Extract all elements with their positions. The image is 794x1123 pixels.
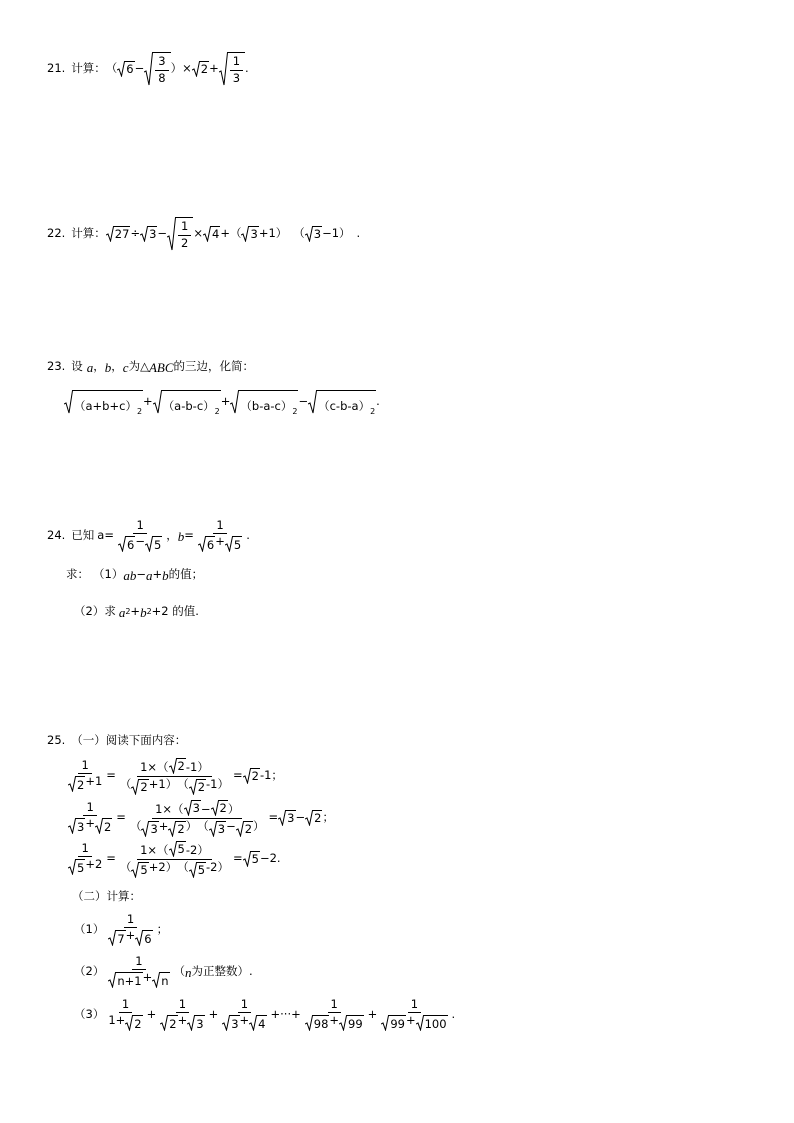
sqrt: 2	[305, 810, 322, 826]
sqrt: 98	[305, 1015, 330, 1031]
fraction: 1 2 + 3	[157, 999, 207, 1032]
sqrt: 5	[131, 862, 148, 878]
sqrt: 6	[198, 536, 215, 552]
question-number: 22.	[47, 226, 66, 241]
fraction: 1 5 +2	[65, 843, 105, 876]
q25-example-2: 1 3 + 2 = 1×（ 3 − 2 ） （ 3 + 2 ） （ 3 − 2 ） = 3 − 2 ；	[64, 800, 334, 836]
sqrt: 6	[117, 61, 134, 77]
sqrt: 2	[243, 768, 260, 784]
sqrt: 7	[108, 930, 125, 946]
sqrt: （c-b-a） 2	[308, 390, 376, 414]
sqrt: （a-b-c） 2	[153, 390, 221, 414]
sqrt: 2	[68, 776, 85, 792]
sqrt: 4	[203, 226, 220, 242]
q25-part2-heading: （二）计算：	[72, 889, 141, 904]
sqrt: 5	[169, 841, 186, 857]
q24-part2: （2）求 a 2 + b 2 +2 的值.	[74, 604, 199, 620]
q23-expression: （a+b+c） 2 + （a-b-c） 2 + （b-a-c） 2 − （c-b-a） 2 .	[64, 389, 380, 415]
fraction: 1 1 + 2	[108, 996, 142, 1031]
sqrt	[144, 52, 170, 86]
sqrt: 2	[168, 821, 185, 837]
q24-part1: 求： （1） ab − a + b 的值；	[66, 567, 204, 583]
question-number: 25.	[47, 733, 66, 748]
question-22: 22. 计算： 27 ÷ 3 − $\frac{1}{2}$ × 4 + （ 3 +1） （ 3 −1） .	[47, 219, 361, 250]
sqrt: 3	[241, 226, 258, 242]
sqrt: 2	[189, 779, 206, 795]
q25-sub-2: （2） 1 n+1 + n （ n 为正整数）.	[74, 953, 253, 988]
fraction: 1 98 + 99	[302, 999, 367, 1032]
fraction: 1 6 + 5	[195, 520, 245, 553]
fraction: 1×（ 5 -2 ） （ 5 +2 ） （ 5 -2 ）	[119, 841, 229, 877]
sqrt: 2	[211, 800, 228, 816]
sqrt: 3	[209, 821, 226, 837]
sqrt: 5	[225, 536, 242, 552]
sqrt	[167, 217, 193, 251]
sqrt: 5	[68, 859, 85, 875]
fraction: 1×（ 3 − 2 ） （ 3 + 2 ） （ 3 − 2 ）	[129, 800, 265, 836]
fraction: 1 2 +1	[65, 760, 105, 793]
sqrt: 2	[125, 1015, 142, 1031]
fraction: $\frac{1}{2}$	[178, 221, 191, 249]
paren: （	[105, 61, 118, 76]
question-24: 24. 已知 a= 1 6 − 5 ， b = 1 6 + 5 .	[47, 517, 250, 552]
fraction: $\frac{1}{3}$	[230, 56, 243, 84]
fraction: 1 6 − 5	[115, 520, 165, 553]
fraction: $\frac{3}{8}$	[155, 56, 168, 84]
question-label: 计算：	[71, 226, 106, 241]
fraction: 1 3 + 4	[219, 999, 269, 1032]
sqrt: （b-a-c） 2	[230, 390, 298, 414]
question-number: 23.	[47, 359, 66, 374]
sqrt: 100	[416, 1015, 448, 1031]
sqrt: 5	[243, 851, 260, 867]
sqrt: 3	[222, 1015, 239, 1031]
question-23: 23. 设 a ， b ， c 为△ ABC 的三边，化简：	[47, 359, 254, 375]
sqrt: n+1	[108, 972, 142, 988]
sqrt: 99	[339, 1015, 364, 1031]
sqrt: 3	[68, 818, 85, 834]
sqrt: 3	[140, 226, 157, 242]
sqrt: 2	[131, 779, 148, 795]
sqrt: 27	[106, 226, 131, 242]
sqrt: 5	[145, 536, 162, 552]
fraction: 1×（ 2 -1 ） （ 2 +1 ） （ 2 -1 ）	[119, 758, 229, 794]
question-number: 24.	[47, 528, 66, 543]
fraction: 1 n+1 + n	[105, 956, 172, 989]
sqrt: 2	[192, 61, 209, 77]
sqrt	[219, 52, 245, 86]
sqrt: 3	[184, 800, 201, 816]
sqrt: 5	[189, 862, 206, 878]
sqrt: 6	[135, 930, 152, 946]
sqrt: 3	[187, 1015, 204, 1031]
sqrt: 99	[381, 1015, 406, 1031]
sqrt: 2	[95, 818, 112, 834]
fraction: 1 99 + 100	[378, 999, 450, 1032]
sqrt: 2	[236, 821, 253, 837]
sqrt: 6	[118, 536, 135, 552]
sqrt: （a+b+c） 2	[64, 390, 143, 414]
sqrt: n	[152, 972, 169, 988]
sqrt: 3	[278, 810, 295, 826]
sqrt: 3	[305, 226, 322, 242]
fraction: 1 7 + 6	[105, 914, 155, 947]
question-label: 计算：	[71, 61, 106, 76]
q25-example-1: 1 2 +1 = 1×（ 2 -1 ） （ 2 +1 ） （ 2 -1 ） = 2 -1；	[64, 758, 283, 794]
sqrt: 4	[249, 1015, 266, 1031]
q25-example-3: 1 5 +2 = 1×（ 5 -2 ） （ 5 +2 ） （ 5 -2 ） = 5 −2.	[64, 841, 281, 877]
sqrt: 2	[169, 758, 186, 774]
sqrt: 2	[160, 1015, 177, 1031]
fraction: 1 3 + 2	[65, 802, 115, 835]
q25-sub-3: （3） 1 1 + 2 + 1 2 + 3 + 1 3 + 4 +···+ 1 98 + 99 + 1 99 + 100 .	[74, 996, 456, 1031]
sqrt: 3	[141, 821, 158, 837]
question-21: 21. 计算： （ 6 − $\frac{3}{8}$ ） × 2 + $\frac{1}{3}$ .	[47, 54, 249, 85]
question-number: 21.	[47, 61, 66, 76]
q25-sub-1: （1） 1 7 + 6 ；	[74, 911, 169, 946]
question-25: 25. （一）阅读下面内容：	[47, 733, 187, 748]
